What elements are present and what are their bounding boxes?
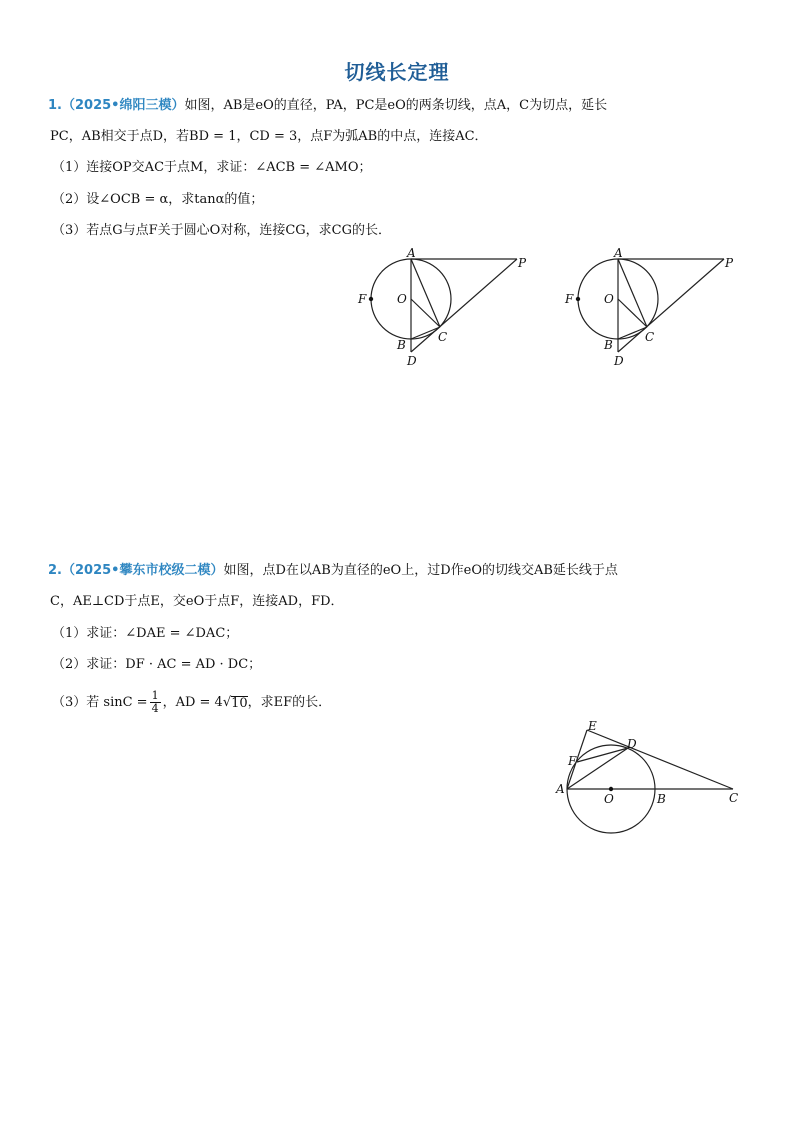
- q2-part3-suffix: ，求EF的长．: [247, 694, 332, 710]
- q1-part1: （1）连接OP交AC于点M，求证：∠ACB = ∠AMO；: [52, 160, 372, 175]
- label-B: B: [604, 338, 613, 352]
- q2-part3-prefix: （3）若 sinC =: [52, 694, 148, 710]
- label-D: D: [627, 737, 637, 751]
- q1-source: （2025•绵阳三模）: [61, 98, 185, 113]
- q2-part2: （2）求证：DF · AC = AD · DC；: [52, 657, 262, 672]
- label-D: D: [407, 354, 417, 368]
- q1-figure-right: [557, 245, 747, 370]
- label-O: O: [397, 292, 407, 306]
- q2-source: （2025•攀东市校级二模）: [61, 563, 224, 578]
- q1-number: 1.: [48, 98, 62, 113]
- label-E: E: [588, 719, 597, 733]
- label-C: C: [438, 330, 448, 344]
- q2-part3-mid: ，AD = 4: [162, 694, 223, 710]
- q2-sqrt-radicand: 10: [231, 695, 248, 711]
- label-A: A: [556, 782, 565, 796]
- label-O: O: [604, 792, 614, 806]
- q1-figure-left: [350, 245, 540, 370]
- q1-part2: （2）设∠OCB = α，求tanα的值；: [52, 192, 264, 207]
- label-F: F: [568, 754, 577, 768]
- q1-stem-text1: 如图，AB是eO的直径，PA，PC是eO的两条切线，点A，C为切点，延长: [184, 98, 608, 113]
- label-P: P: [725, 256, 734, 270]
- label-O: O: [604, 292, 614, 306]
- q2-part1: （1）求证：∠DAE = ∠DAC；: [52, 626, 239, 641]
- label-C: C: [729, 791, 739, 805]
- label-F: F: [358, 292, 367, 306]
- q2-part3: [52, 690, 331, 715]
- label-F: F: [565, 292, 574, 306]
- sqrt-icon: √: [222, 694, 232, 710]
- label-C: C: [645, 330, 655, 344]
- page-title: 切线长定理: [344, 60, 450, 84]
- q2-frac-den: 4: [151, 702, 159, 715]
- q1-part3: （3）若点G与点F关于圆心O对称，连接CG，求CG的长．: [52, 223, 391, 238]
- label-A: A: [614, 246, 623, 260]
- label-D: D: [614, 354, 624, 368]
- label-P: P: [518, 256, 527, 270]
- q2-number: 2.: [48, 563, 62, 578]
- q2-stem-line2: C，AE⊥CD于点E，交eO于点F，连接AD，FD．: [50, 594, 344, 609]
- q2-figure: [550, 715, 750, 840]
- q2-stem-text1: 如图，点D在以AB为直径的eO上，过D作eO的切线交AB延长线于点: [223, 563, 618, 578]
- q2-stem-line1: [48, 563, 618, 579]
- q1-stem-line1: [48, 98, 607, 114]
- label-B: B: [397, 338, 406, 352]
- label-A: A: [407, 246, 416, 260]
- q1-stem-line2: PC，AB相交于点D，若BD = 1，CD = 3，点F为弧AB的中点，连接AC．: [50, 129, 488, 144]
- label-B: B: [657, 792, 666, 806]
- q2-frac-num: 1: [151, 689, 159, 702]
- q2-fraction: [150, 690, 161, 715]
